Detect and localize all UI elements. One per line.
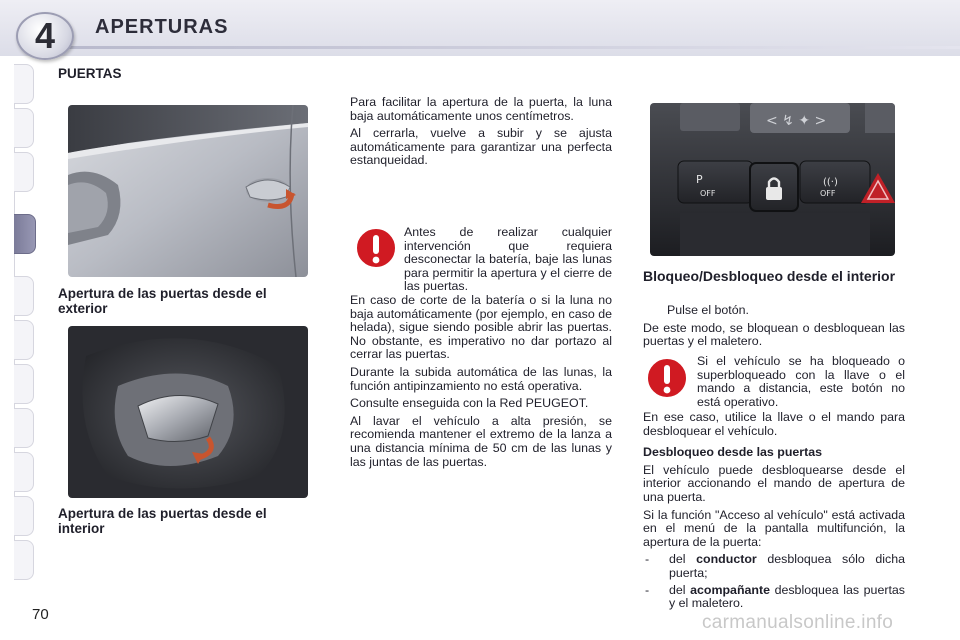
exterior-door-handle-photo <box>68 105 308 277</box>
paragraph-antipinch: Durante la subida automática de las lunas, la función antipinzamiento no está operativa. <box>350 364 612 393</box>
warning-icon <box>354 226 398 270</box>
side-tabs <box>14 64 38 578</box>
chapter-title: APERTURAS <box>95 16 229 38</box>
paragraph-contact-network: Consulte enseguida con la Red PEUGEOT. <box>350 396 589 411</box>
lock-unlock-interior-heading: Bloqueo/Desbloqueo desde el interior <box>643 268 896 284</box>
battery-warning-text: Antes de realizar cualquier intervención que requiera desconectar la batería, baje las lunas para permitir la apertura y el cierre de las puertas. <box>404 225 612 294</box>
press-button-instruction <box>643 304 905 353</box>
svg-text:((·): ((·) <box>823 177 838 188</box>
side-tab-9[interactable] <box>14 452 34 492</box>
intro-paragraph-2: Al cerrarla, vuelve a subir y se ajusta automáticamente para garantizar una perfecta estanqueidad. <box>350 126 612 168</box>
side-tab-4-active[interactable] <box>14 214 36 254</box>
side-tab-8[interactable] <box>14 408 34 448</box>
watermark: carmanualsonline.info <box>702 612 894 633</box>
use-key-paragraph: En ese caso, utilice la llave o el mando para desbloquear el vehículo. <box>643 410 905 438</box>
unlock-from-inside-paragraph: El vehículo puede desbloquearse desde el interior accionando el mando de apertura de una puerta. <box>643 462 905 504</box>
list-item: - del acompañante desbloquea las puertas y el maletero. <box>645 582 905 611</box>
bullet-text: Pulse el botón. <box>667 303 749 317</box>
list-item: - del conductor desbloquea sólo dicha puerta; <box>645 552 905 580</box>
paragraph-pressure-washing: Al lavar el vehículo a alta presión, se recomienda mantener el extremo de la lanza a una distancia mínima de 50 cm de las lunas y las juntas de las puertas. <box>350 413 612 469</box>
superlock-warning-text: Si el vehículo se ha bloqueado o superbloqueado con la llave o el mando a distancia, este botón no está operativo. <box>697 354 905 409</box>
paragraph-battery-cut: En caso de corte de la batería o si la luna no baja automáticamente (por ejemplo, en caso de helada), sigue siendo posible abrir las puertas. No obstante, es imperativo no dar portazo al cerrar las puertas. <box>350 293 612 362</box>
side-tab-6[interactable] <box>14 320 34 360</box>
interior-opening-caption: Apertura de las puertas desde el interior <box>58 506 267 536</box>
section-title: PUERTAS <box>58 66 122 81</box>
side-tab-5[interactable] <box>14 276 34 316</box>
side-tab-1[interactable] <box>14 64 34 104</box>
right-body-text <box>643 411 905 614</box>
svg-text:< ↯ ✦ >: < ↯ ✦ > <box>766 113 827 129</box>
door-unlock-list <box>643 553 905 610</box>
side-tab-11[interactable] <box>14 540 34 580</box>
intro-paragraph-1: Para facilitar la apertura de la puerta, la luna baja automáticamente unos centímetros. <box>350 95 612 123</box>
side-tab-10[interactable] <box>14 496 34 536</box>
park-off-label: OFF <box>700 189 716 198</box>
alarm-off-label: OFF <box>820 189 836 198</box>
middle-body-text <box>350 294 612 473</box>
page-number: 70 <box>32 606 49 623</box>
warning-icon-2 <box>645 356 689 400</box>
exterior-opening-caption: Apertura de las puertas desde el exterior <box>58 286 267 316</box>
side-tab-3[interactable] <box>14 152 34 192</box>
lock-effect-paragraph: De este modo, se bloquean o desbloquean las puertas y el maletero. <box>643 320 905 349</box>
vehicle-access-paragraph: Si la función "Acceso al vehículo" está activada en el menú de la pantalla multifunción, la apertura de la puerta: <box>643 507 905 549</box>
middle-intro-text <box>350 96 612 172</box>
interior-door-handle-photo <box>68 326 308 498</box>
side-tab-2[interactable] <box>14 108 34 148</box>
central-locking-panel-photo <box>650 103 895 256</box>
park-sensor-label: P <box>696 173 703 186</box>
side-tab-7[interactable] <box>14 364 34 404</box>
chapter-number-badge: 4 <box>16 12 74 60</box>
unlock-from-doors-heading: Desbloqueo desde las puertas <box>643 445 823 460</box>
